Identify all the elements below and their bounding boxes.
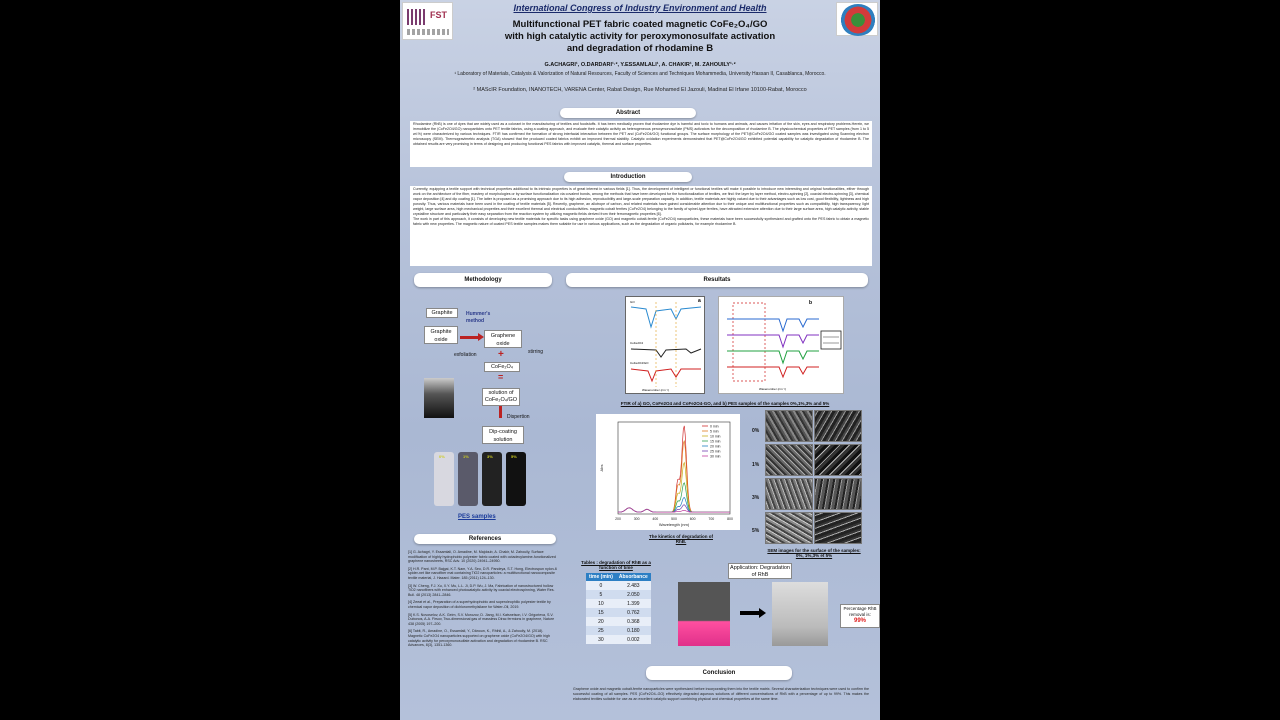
- reference-item: [4] Zeeat et al., Preparation of a superhydrophobic and superoleophilic polyester textile by chemical vapor deposition of dichloromethylsilane for Water-Oil, 2019.: [408, 600, 551, 609]
- panel-a-label: a: [698, 298, 701, 304]
- x-tick-label: 600: [689, 517, 696, 521]
- table-cell: 0.002: [616, 635, 651, 644]
- ftir-b-xlabel: Wavenumber (cm⁻¹): [759, 387, 787, 391]
- x-tick-label: 300: [633, 517, 640, 521]
- table-cell: 0.180: [616, 626, 651, 635]
- table-row: [586, 590, 651, 599]
- exfoliation-label: exfoliation: [454, 352, 477, 358]
- ftir-b-plot: [719, 297, 845, 395]
- title-line-1: Multifunctional PET fabric coated magnetic CoFe₂O₄/GO: [512, 19, 768, 30]
- cofe2o4-box: CoFe₂O₄: [484, 362, 520, 372]
- poster-title: [460, 19, 820, 55]
- dip-coating-box: Dip-coating solution: [482, 426, 524, 444]
- graphite-oxide-box: Graphite oxide: [424, 326, 458, 344]
- legend-label: 10 min: [710, 434, 721, 439]
- x-axis-label: Wavelength (nm): [658, 522, 690, 527]
- methodology-heading: Methodology: [414, 273, 552, 287]
- conclusion-heading: Conclusion: [646, 666, 792, 680]
- graphite-box: Graphite: [426, 308, 458, 318]
- table-cell: 2.483: [616, 581, 651, 590]
- ftir-panel-b: [718, 296, 844, 394]
- abstract-text: Rhodamine (RhB) is one of dyes that are widely used as a colorant in the manufacturing of textiles and foodstuffs. It has been medically proven that rhodamine dye is harmful and toxic to humans and animals, and causes irritation of the skin, eyes and respiratory problems.Herein, we immobilize the (CoFe2O4/GO) nanoparticles onto PET textile fabrics, using a coating approach, and evaluate their catalytic activity as heterogeneous peroxymonosulfate (PMS) activators for the decomposition of rhodamine B. The physicochemical properties of PET samples (from 1 to 5 wt.%) were characterized by various techniques. FTIR has confirmed the formation of strong interfacial interaction between the PET and (CoFe2O4/GO) functional groups. The surface morphology of the PET@CoFe2O4/GO coated samples was investigated using Scanning electron microscopy (SEM). Thermogravimetric analysis (TGA) showed that the produced coated fabrics exhibit an improved thermal stability. Catalytic oxidation experiments demonstrated that PET@CoFe2O4/GO exhibited potential capability for catalytic degradation of rhodamine B. The obtained results are very promising in terms of designing and producing functional PES fabrics with improved catalytic, thermal and surface properties.: [410, 121, 872, 167]
- authors: G.ACHAGRI¹, O.DARDARI¹·², Y.ESSAMLALI¹, A. CHAKIR¹, M. ZAHOUILY¹·²: [544, 62, 736, 68]
- table-cell: 1.399: [616, 599, 651, 608]
- ftir-caption: FTIR of a) GO, CoFe2O4 and CoFe2O4-GO, and b) PES samples of the samples 0%,1%,3% and 5%: [620, 401, 830, 406]
- sem-image: [814, 512, 862, 544]
- table-cell: 0: [586, 581, 616, 590]
- fst-logo-subtext: [407, 29, 449, 35]
- table-cell: 0.368: [616, 617, 651, 626]
- table-body: [586, 581, 651, 644]
- x-tick-label: 500: [671, 517, 677, 521]
- title-line-3: and degradation of rhodamine B: [566, 43, 714, 54]
- fst-emblem-icon: [407, 9, 427, 25]
- congress-logo: [836, 2, 878, 36]
- table-header: Absorbance: [616, 573, 651, 581]
- legend-label: 15 min: [710, 439, 721, 444]
- reference-item: [3] W. Cheng, F.J. Xu, X.Y. Mu, L.L. Ji, D.P. Wu, J. Ma, Fabrication of nanostructured hollow TiO2 nanofibers with enhanced photocatalytic activity by coaxial electrospinning, Water Res. Bull. 48 (2013) 2841–2846.: [408, 583, 555, 597]
- table-row: [586, 635, 651, 644]
- fst-logo: [402, 2, 453, 40]
- table-caption: Tables : degradation of RhB as a function of time: [581, 560, 651, 570]
- kinetics-chart: [596, 414, 740, 530]
- sem-label-1: 1%: [752, 462, 760, 468]
- table-row: [586, 608, 651, 617]
- pes-samples-photo: [434, 448, 526, 508]
- table-row: [586, 626, 651, 635]
- pes-samples-caption: PES samples: [458, 514, 496, 520]
- table-cell: 2.050: [616, 590, 651, 599]
- arrow-right-icon: [460, 336, 480, 339]
- arrow-right-black-icon: [740, 611, 760, 615]
- legend-label: 5 min: [710, 429, 719, 434]
- arrow-down-icon: [499, 406, 502, 418]
- series-line: [618, 463, 730, 513]
- x-tick-label: 400: [652, 517, 659, 521]
- ftir-cofe-go-label: CoFe2O4/GO: [630, 361, 649, 365]
- x-tick-label: 700: [708, 517, 715, 521]
- sem-image: [814, 410, 862, 442]
- ftir-a-xlabel: Wavenumber (cm⁻¹): [642, 388, 670, 392]
- sample-label-5: 5%: [511, 454, 517, 459]
- affiliation-2: ² MAScIR Foundation, INANOTECH, VARENA Center, Rabat Design, Rue Mohamed El Jazouli, Madinat El Irfane 10100-Rabat, Morocco: [473, 87, 807, 93]
- fst-logo-text: FST: [430, 10, 447, 20]
- table-cell: 15: [586, 608, 616, 617]
- congress-seal-icon: [840, 4, 876, 36]
- dispertion-label: Dispertion: [507, 414, 530, 420]
- ftir-panel-a: [625, 296, 705, 394]
- y-axis-label: Abs: [599, 464, 604, 472]
- graphene-oxide-box: Graphene oxide: [484, 330, 522, 348]
- legend-label: 0 min: [710, 424, 719, 429]
- table-cell: 0.762: [616, 608, 651, 617]
- hummers-method-label: Hummer's method: [466, 311, 491, 324]
- legend-label: 30 min: [710, 454, 721, 459]
- poster: [400, 0, 880, 720]
- references-list: [408, 550, 558, 702]
- sem-image: [814, 444, 862, 476]
- results-heading: Resultats: [566, 273, 868, 287]
- reference-item: [2] H.R. Pant, M.P. Bajgai, K.T. Nam, Y.A. Seo, D.R. Pandeya, S.T. Hong, Electrospun nylon-6 spider-net like nanofiber mat containing TiO2 nanoparticles: a multifunctional nanocomposite textile material, J. Hazard. Mater. 185 (2011) 124–130.: [408, 566, 557, 580]
- rhb-after-photo: [772, 582, 828, 646]
- sem-image: [765, 478, 813, 510]
- stirring-label: stirring: [528, 349, 544, 355]
- kinetics-caption: The kinetics of degradation of RhB.: [648, 534, 713, 544]
- arrow-head-black-icon: [759, 608, 766, 618]
- congress-name: International Congress of Industry Environment and Health: [513, 3, 767, 13]
- sample-swatch-0: [434, 452, 454, 506]
- solution-box: solution of CoFe₂O₄/GO: [482, 388, 520, 406]
- sample-swatch-3: [482, 452, 502, 506]
- table-row: [586, 581, 651, 590]
- table-cell: 5: [586, 590, 616, 599]
- table-header: time (min): [586, 573, 616, 581]
- table-cell: 20: [586, 617, 616, 626]
- table-cell: 10: [586, 599, 616, 608]
- x-tick-label: 200: [615, 517, 621, 521]
- table-cell: 30: [586, 635, 616, 644]
- rhb-before-photo: [678, 582, 730, 646]
- sample-label-1: 1%: [463, 454, 469, 459]
- title-line-2: with high catalytic activity for peroxymonosulfate activation: [504, 31, 776, 42]
- sem-image: [814, 478, 862, 510]
- sample-swatch-5: [506, 452, 526, 506]
- sem-caption: SEM images for the surface of the samples: 0%, 1%,3% et 5%: [767, 548, 861, 558]
- sem-image: [765, 512, 813, 544]
- abstract-heading: Abstract: [560, 108, 696, 118]
- legend-label: 20 min: [710, 444, 721, 449]
- equals-icon: =: [498, 372, 504, 382]
- sem-label-5: 5%: [752, 528, 760, 534]
- sample-label-0: 0%: [439, 454, 445, 459]
- table-header-row: [586, 573, 651, 581]
- x-tick-label: 800: [727, 517, 733, 521]
- reference-item: [6] Tabit, R., Amadine, O., Essamlali, Y., Dânoun, K., Rhihil, A., & Zahouily, M. (2018). Magnetic CoFe2O4 nanoparticles supported on graphene oxide (CoFe2O4/GO) with high catalytic activity for peroxymonosulfate activation and degradation of rhodamine B. RSC Advances, 8(3), 1351-1360.: [408, 629, 551, 648]
- sample-label-3: 3%: [487, 454, 493, 459]
- sample-swatch-1: [458, 452, 478, 506]
- ftir-a-plot: [626, 297, 706, 395]
- sem-label-0: 0%: [752, 428, 760, 434]
- degradation-table-wrap: [586, 573, 651, 644]
- sem-image: [765, 410, 813, 442]
- legend-label: 25 min: [710, 449, 721, 454]
- introduction-body: [410, 186, 872, 266]
- table-row: [586, 617, 651, 626]
- table-cell: 25: [586, 626, 616, 635]
- references-heading: References: [414, 534, 556, 544]
- introduction-text: Currently, equipping a textile support with technical properties additional to its intrinsic properties is of great interest in various fields [1]. Thus, the development of intelligent or functional textiles will make it possible to introduce new interesting and original functionalities, either through work on the architecture of the fiber, mastery of morphologies or by surface functionalization via covalent bonds, among the methods that have been developed for the functionalization of textiles, we find: the layer by layer method, electro-spinning [2], coaxial electro-spinning [3], chemical vapor deposition [4] and dip coating [1]. The latter is proposed as a promising approach due to its high adhesion, reproducibility and large-scale preparation capacity. In addition, textile materials are highly valued due to their advantages such as low cost, good flexibility, lightness and high porosity. Thus, various materials have been used in the coating of textile materials [5]. Recently, graphene, an allotrope of carbon, and related materials have gained considerable attention due to their unique and multifunctional properties such as compatibility, high transparency, light weight, large surface area, high mechanical properties and their excellent thermal and electrical conductivities. magnetic cobalt ferrites (CoFe2O4) belonging to the family of spinel-type ferrites, have attracted extensive attention due to their large surface area, high catalytic activity, stable crystalline structure and particularly their easy separation from the reaction system by utilizing magnetic fields derived from their ferromagnetic properties [6].: [413, 187, 869, 216]
- introduction-heading: Introduction: [564, 172, 692, 182]
- introduction-text-2: The work in part of this approach, it consists of developing new textile materials for specific tasks using graphene oxide (GO) and magnetic cobalt-ferrite (CoFe2O4) nanoparticles, these materials have been successfully synthesized and grafted onto the PES fabric to obtain a magnetic fabric with new properties. The magnetic nature of coated PES textile samples makes them suitable for use in various applications, such as the degradation of organic pollutants, for example rhodamine B.: [413, 217, 869, 226]
- removal-text: Percentage RhB removal is:: [843, 606, 877, 617]
- sem-image: [765, 444, 813, 476]
- kinetics-plot: [596, 414, 740, 530]
- conclusion-text: Graphene oxide and magnetic cobalt-ferrite nanoparticles were synthesized before incorporating them into the textile matrix. Several characterization techniques were used to confirm the successful coating of all samples. PES (CoFe2O4–GO) effectively degraded aqueous solutions of different concentrations of RhB with a percentage of up to 99%. This makes the elaborated textiles suitable for use as an excellent catalytic support combining physical and chemical properties at the same time.: [573, 687, 869, 701]
- application-box: Application: Degradation of RhB: [728, 563, 792, 579]
- plus-icon: +: [498, 349, 504, 360]
- removal-box: [840, 604, 880, 628]
- removal-value: 99%: [853, 618, 866, 624]
- table-row: [586, 599, 651, 608]
- reference-item: [5] K.S. Novoselov, A.K. Geim, S.V. Morozov, D. Jiang, M.I. Katsnelson, I.V. Grigorieva, S.V. Dubonos, A.A. Firsov, Two-dimensional gas of massless Dirac fermions in graphene, Nature 438 (2005) 197–200.: [408, 612, 555, 626]
- panel-b-label: b: [809, 300, 813, 306]
- reference-item: [1] G. Achagri, Y. Essamlali, O. Amadine, M. Majdoub, A. Chakir, M. Zahouily, Surface modification of highly hydrophobic polyester fabric coated with octadecylamine-functionalized graphene nanosheets, RSC Adv. 10 (2020) 24941–24950.: [408, 550, 556, 564]
- affiliation-1: ¹ Laboratory of Materials, Catalysis & Valorization of Natural Resources, Faculty of Sciences and Techniques Mohammedia, University Hassan II, Casablanca, Morocco.: [454, 71, 826, 77]
- ftir-cofe-label: CoFe2O4: [630, 341, 644, 345]
- solution-photo: [424, 378, 454, 418]
- ftir-go-label: GO: [630, 300, 635, 304]
- degradation-table: [586, 573, 651, 644]
- sem-label-3: 3%: [752, 495, 760, 501]
